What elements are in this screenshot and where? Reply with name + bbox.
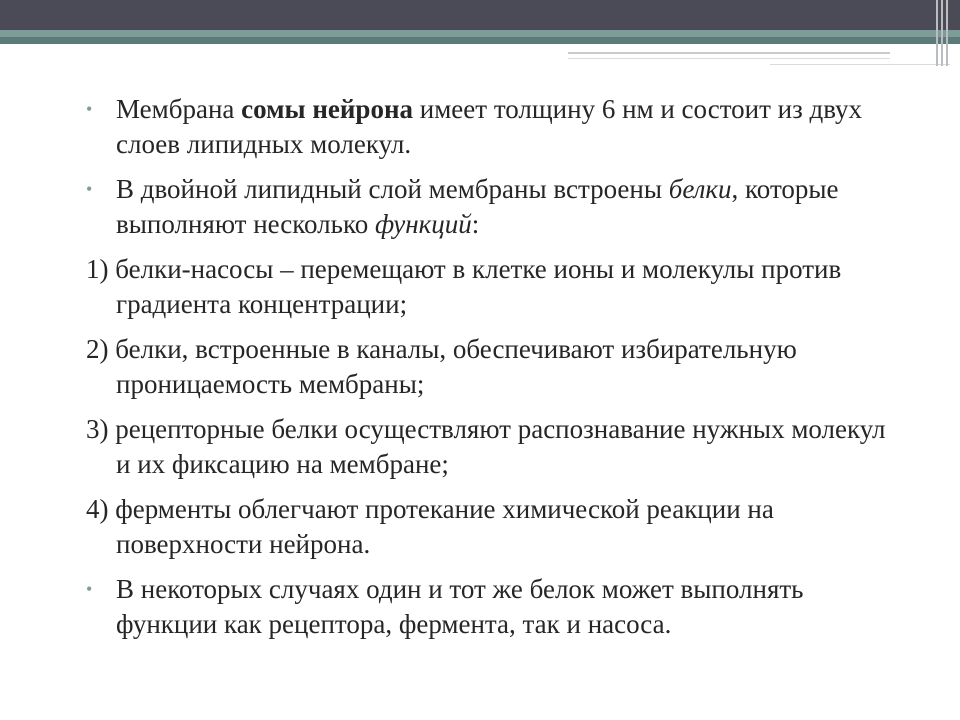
numbered-paragraph [86,492,886,562]
numbered-paragraph [86,332,886,402]
slide-body-text [86,92,886,652]
text-run: В некоторых случаях один и тот же белок может выполнять функции как рецептора, фермента, так и насоса. [116,574,804,639]
decorative-line [568,52,890,54]
bullet-paragraph [86,172,886,242]
text-run: белки [668,174,732,204]
text-run: Мембрана [116,94,242,124]
bullet-icon: • [86,99,93,119]
text-run: 4) ферменты облегчают протекание химической реакции на поверхности нейрона. [86,494,774,559]
bullet-paragraph [86,92,886,162]
text-run: 3) рецепторные белки осуществляют распознавание нужных молекул и их фиксацию на мембране; [86,414,886,479]
bullet-paragraph [86,572,886,642]
text-run: функций [374,209,472,239]
decorative-line [770,64,950,65]
numbered-paragraph [86,412,886,482]
text-run: сомы нейрона [241,94,414,124]
bullet-icon: • [86,579,93,599]
decorative-line [568,58,890,59]
text-run: 1) белки-насосы – перемещают в клетке ионы и молекулы против градиента концентрации; [86,254,842,319]
corner-stripes-decoration [936,0,948,66]
text-run: 2) белки, встроенные в каналы, обеспечивают избирательную проницаемость мембраны; [86,334,797,399]
slide-accent-band-shadow [0,37,960,44]
text-run: , которые выполняют несколько [116,174,839,239]
text-run: имеет толщину 6 нм и состоит из двух слоев липидных молекул. [116,94,863,159]
text-run: : [471,209,480,239]
numbered-paragraph [86,252,886,322]
slide-top-bar [0,0,960,30]
bullet-icon: • [86,179,93,199]
text-run: В двойной липидный слой мембраны встроены [116,174,669,204]
